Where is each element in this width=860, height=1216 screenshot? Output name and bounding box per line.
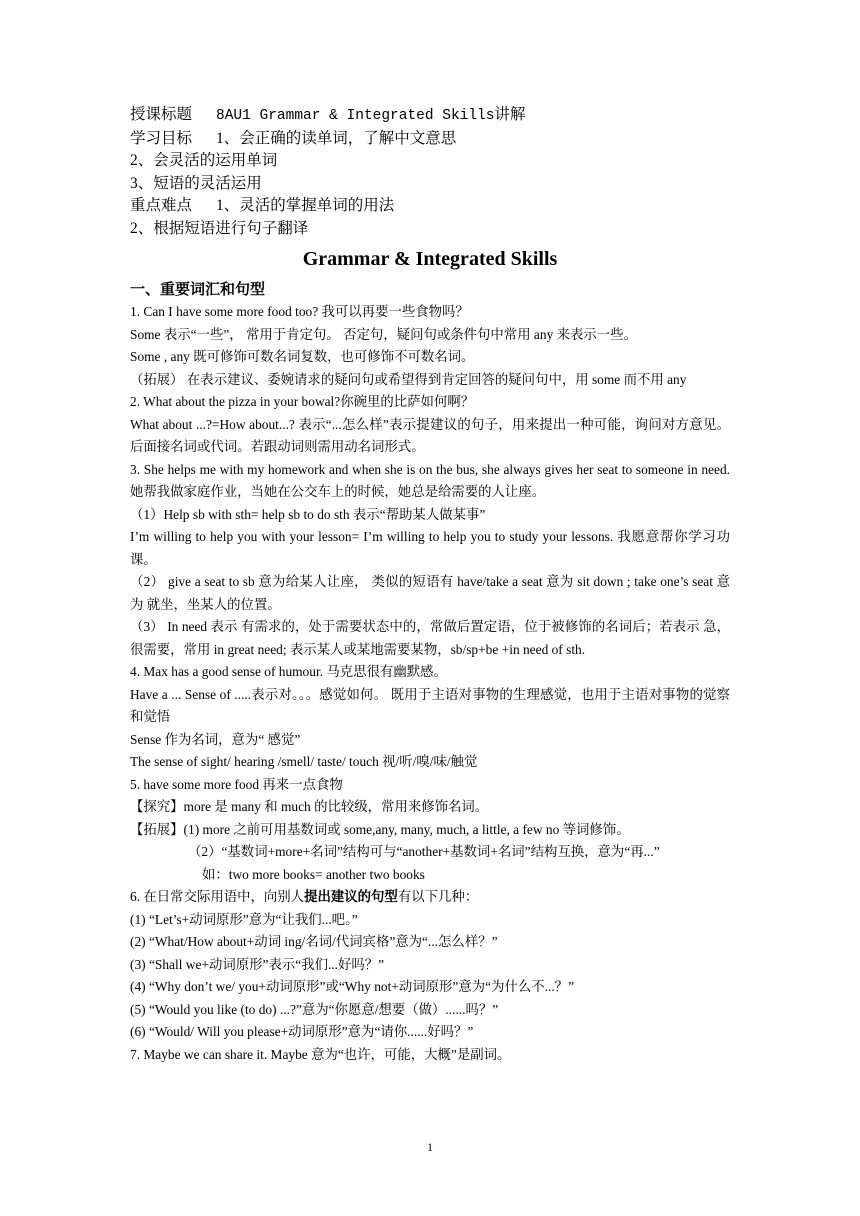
- paragraph: （2）“基数词+more+名词”结构可与“another+基数词+名词”结构互换，意为“再...”: [188, 844, 660, 859]
- paragraph: (1) “Let’s+动词原形”意为“让我们...吧。”: [130, 911, 358, 927]
- paragraph-part: 有以下几种：: [397, 889, 479, 904]
- header-title-suffix: 讲解: [494, 106, 526, 123]
- paragraph: （拓展） 在表示建议、委婉请求的疑问句或希望得到肯定回答的疑问句中，用 some 而不用 any: [130, 371, 687, 387]
- section-heading: 一、重要词汇和句型: [130, 280, 266, 298]
- paragraph: Some , any 既可修饰可数名词复数，也可修饰不可数名词。: [130, 349, 475, 364]
- header-goal-label: 学习目标: [130, 129, 193, 147]
- paragraph: 4. Max has a good sense of humour. 马克思很有幽默感。: [130, 664, 447, 679]
- paragraph: The sense of sight/ hearing /smell/ taste/ touch 视/听/嗅/味/触觉: [130, 754, 478, 769]
- paragraph: 【探究】more 是 many 和 much 的比较级，常用来修饰名词。: [130, 799, 489, 814]
- header-key-value: 1、灵活的掌握单词的用法: [216, 197, 395, 214]
- header-key-label: 重点难点: [130, 197, 193, 214]
- paragraph: (2) “What/How about+动词 ing/名词/代词宾格”意为“...怎么样？”: [130, 934, 498, 949]
- paragraph-emphasis: 提出建议的句型: [304, 889, 398, 904]
- paragraph: （3） In need 表示 有需求的，处于需要状态中的，常做后置定语，位于被修饰的名词后；若表示 急，很需要，常用 in great need; 表示某人或某地需要某物，sb/sp+be +in need of sth.: [130, 619, 730, 657]
- paragraph: 【拓展】(1) more 之前可用基数词或 some,any, many, much, a little, a few no 等词修饰。: [130, 821, 630, 837]
- paragraph: 1. Can I have some more food too? 我可以再要一些食物吗？: [130, 304, 469, 319]
- paragraph: 5. have some more food 再来一点食物: [130, 776, 343, 792]
- page-number: 1: [427, 1140, 433, 1154]
- paragraph: Have a ... Sense of .....表示对。。。感觉如何。 既用于主语对事物的生理感觉，也用于主语对事物的觉察和觉悟: [130, 686, 730, 724]
- header-goal-value: 1、会正确的读单词，了解中文意思: [216, 129, 457, 147]
- paragraph: What about ...?=How about...? 表示“...怎么样”表示提建议的句子，用来提出一种可能，询问对方意见。后面接名词或代词。若跟动词则需用动名词形式。: [130, 416, 730, 454]
- header-line-goal-3: 3、短语的灵活运用: [130, 174, 262, 192]
- paragraph-part: 6. 在日常交际用语中，向别人: [130, 889, 305, 904]
- paragraph: (6) “Would/ Will you please+动词原形”意为“请你......好吗？”: [130, 1024, 474, 1039]
- paragraph: (4) “Why don’t we/ you+动词原形”或“Why not+动词原形”意为“为什么不...？”: [130, 979, 575, 994]
- body-content: [130, 301, 730, 1066]
- header-line-goal-2: 2、会灵活的运用单词: [130, 152, 278, 169]
- paragraph: I’m willing to help you with your lesson= I’m willing to help you to study your lessons. 我愿意帮你学习功课。: [130, 529, 730, 567]
- header-line-key: [130, 195, 730, 218]
- document-title: Grammar & Integrated Skills: [302, 248, 558, 270]
- paragraph: (5) “Would you like (to do) ...?”意为“你愿意/想要（做）......吗？”: [130, 1001, 499, 1017]
- paragraph: [130, 886, 730, 909]
- paragraph: Some 表示“一些”， 常用于肯定句。 否定句，疑问句或条件句中常用 any 来表示一些。: [130, 326, 637, 342]
- header-title-label: 授课标题: [130, 106, 193, 123]
- header-line-title: [130, 104, 730, 128]
- document-page: [130, 104, 730, 1066]
- header-line-key-2: 2、根据短语进行句子翻译: [130, 219, 309, 237]
- paragraph: 3. She helps me with my homework and when she is on the bus, she always gives her seat to someone in need. 她帮我做家庭作业，当她在公交车上的时候，她总是给需要的人让座。: [130, 461, 730, 499]
- paragraph: （1）Help sb with sth= help sb to do sth 表示“帮助某人做某事”: [130, 506, 486, 522]
- paragraph: Sense 作为名词，意为“ 感觉”: [130, 731, 301, 747]
- paragraph: 2. What about the pizza in your bowal?你碗里的比萨如何啊？: [130, 394, 475, 409]
- header-line-goal: [130, 128, 730, 151]
- header-title-value: 8AU1 Grammar & Integrated Skills: [216, 108, 495, 124]
- paragraph: （2） give a seat to sb 意为给某人让座， 类似的短语有 have/take a seat 意为 sit down ; take one’s seat 意为 就坐，坐某人的位置。: [130, 574, 730, 612]
- paragraph: (3) “Shall we+动词原形”表示“我们...好吗？”: [130, 956, 385, 972]
- paragraph: 如：two more books= another two books: [202, 866, 425, 882]
- paragraph: 7. Maybe we can share it. Maybe 意为“也许，可能，大概”是副词。: [130, 1046, 511, 1062]
